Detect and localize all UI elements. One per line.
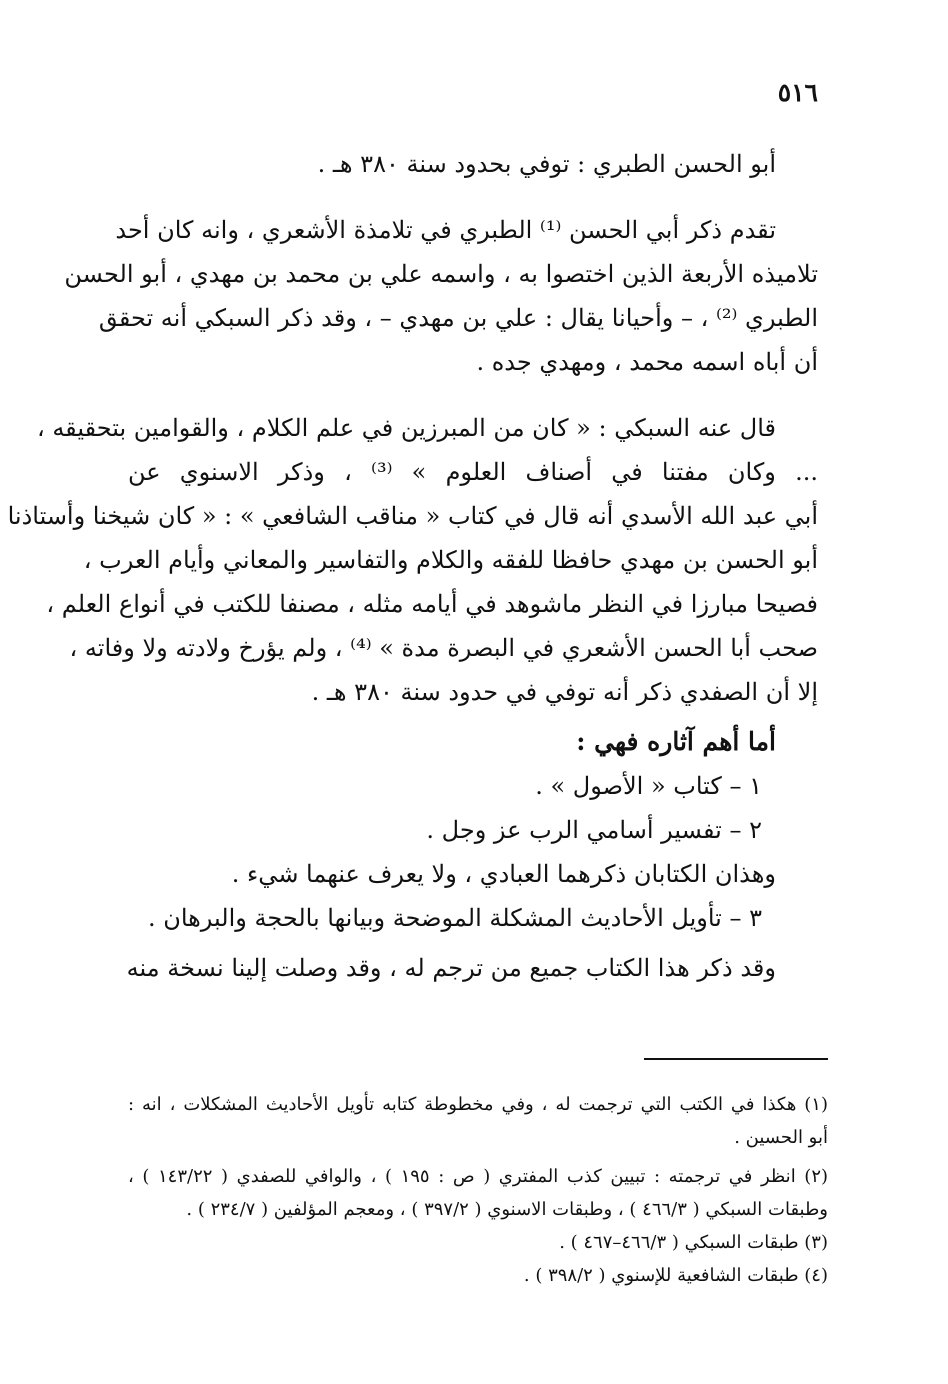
footnote-3	[128, 1226, 828, 1259]
text-line: إلا أن الصفدي ذكر أنه توفي في حدود سنة ٣٨٠ هـ .	[311, 678, 818, 706]
works-note: وهذان الكتابان ذكرهما العبادي ، ولا يعرف عنهما شيء .	[231, 860, 776, 888]
work-item: ٣ – تأويل الأحاديث المشكلة الموضحة وبيانها بالحجة والبرهان .	[147, 904, 762, 932]
footnote-1	[128, 1088, 828, 1154]
text-line: ... وكان مفتنا في أصناف العلوم » ⁽³⁾ ، وذكر الاسنوي عن	[128, 458, 818, 486]
footnote-line: (٣) طبقات السبكي ( ٤٦٦/٣–٤٦٧ ) .	[559, 1232, 828, 1253]
text-line: صحب أبا الحسن الأشعري في البصرة مدة » ⁽⁴⁾ ، ولم يؤرخ ولادته ولا وفاته ،	[69, 634, 818, 662]
works-heading: أما أهم آثاره فهي :	[576, 727, 776, 756]
footnote-separator	[644, 1058, 828, 1060]
text-line: الطبري ⁽²⁾ ، – وأحيانا يقال : علي بن مهدي – ، وقد ذكر السبكي أنه تحقق	[98, 304, 818, 332]
footnote-line: أبو الحسين .	[734, 1127, 828, 1148]
text-line: أبي عبد الله الأسدي أنه قال في كتاب « مناقب الشافعي » : « كان شيخنا وأستاذنا	[7, 502, 818, 530]
paragraph-sources	[7, 406, 818, 714]
paragraph-title-line	[128, 142, 818, 186]
footnote-line: وطبقات السبكي ( ٤٦٦/٣ ) ، وطبقات الاسنوي ( ٣٩٧/٢ ) ، ومعجم المؤلفين ( ٢٣٤/٧ ) .	[186, 1199, 828, 1220]
text-line: تقدم ذكر أبي الحسن ⁽¹⁾ الطبري في تلامذة الأشعري ، وانه كان أحد	[115, 216, 776, 244]
footnote-line: (١) هكذا في الكتب التي ترجمت له ، وفي مخطوطة كتابه تأويل الأحاديث المشكلات ، انه :	[128, 1094, 828, 1115]
paragraph-intro	[64, 208, 818, 384]
footnote-line: (٢) انظر في ترجمته : تبيين كذب المفتري ( ص : ١٩٥ ) ، والوافي للصفدي ( ١٤٣/٢٢ ) ،	[128, 1166, 829, 1187]
footnotes	[128, 1088, 828, 1292]
footnote-4	[128, 1259, 828, 1292]
main-text	[7, 142, 818, 990]
text-line: أبو الحسن بن مهدي حافظا للفقه والكلام والتفاسير والمعاني وأيام العرب ،	[83, 546, 818, 574]
text-line: أبو الحسن الطبري : توفي بحدود سنة ٣٨٠ هـ .	[317, 150, 776, 178]
text-line: وقد ذكر هذا الكتاب جميع من ترجم له ، وقد وصلت إلينا نسخة منه	[126, 954, 776, 982]
text-line: قال عنه السبكي : « كان من المبرزين في علم الكلام ، والقوامين بتحقيقه ،	[36, 414, 776, 442]
work-item: ٢ – تفسير أسامي الرب عز وجل .	[426, 816, 762, 844]
text-line: فصيحا مبارزا في النظر ماشوهد في أيامه مثله ، مصنفا للكتب في أنواع العلم ،	[46, 590, 818, 618]
page-number: ٥١٦	[777, 78, 818, 107]
text-line: أن أباه اسمه محمد ، ومهدي جده .	[476, 348, 818, 376]
work-item: ١ – كتاب « الأصول » .	[535, 772, 762, 800]
text-line: تلاميذه الأربعة الذين اختصوا به ، واسمه علي بن محمد بن مهدي ، أبو الحسن	[64, 260, 818, 288]
footnote-2	[128, 1160, 828, 1226]
footnote-line: (٤) طبقات الشافعية للإسنوي ( ٣٩٨/٢ ) .	[523, 1265, 828, 1286]
